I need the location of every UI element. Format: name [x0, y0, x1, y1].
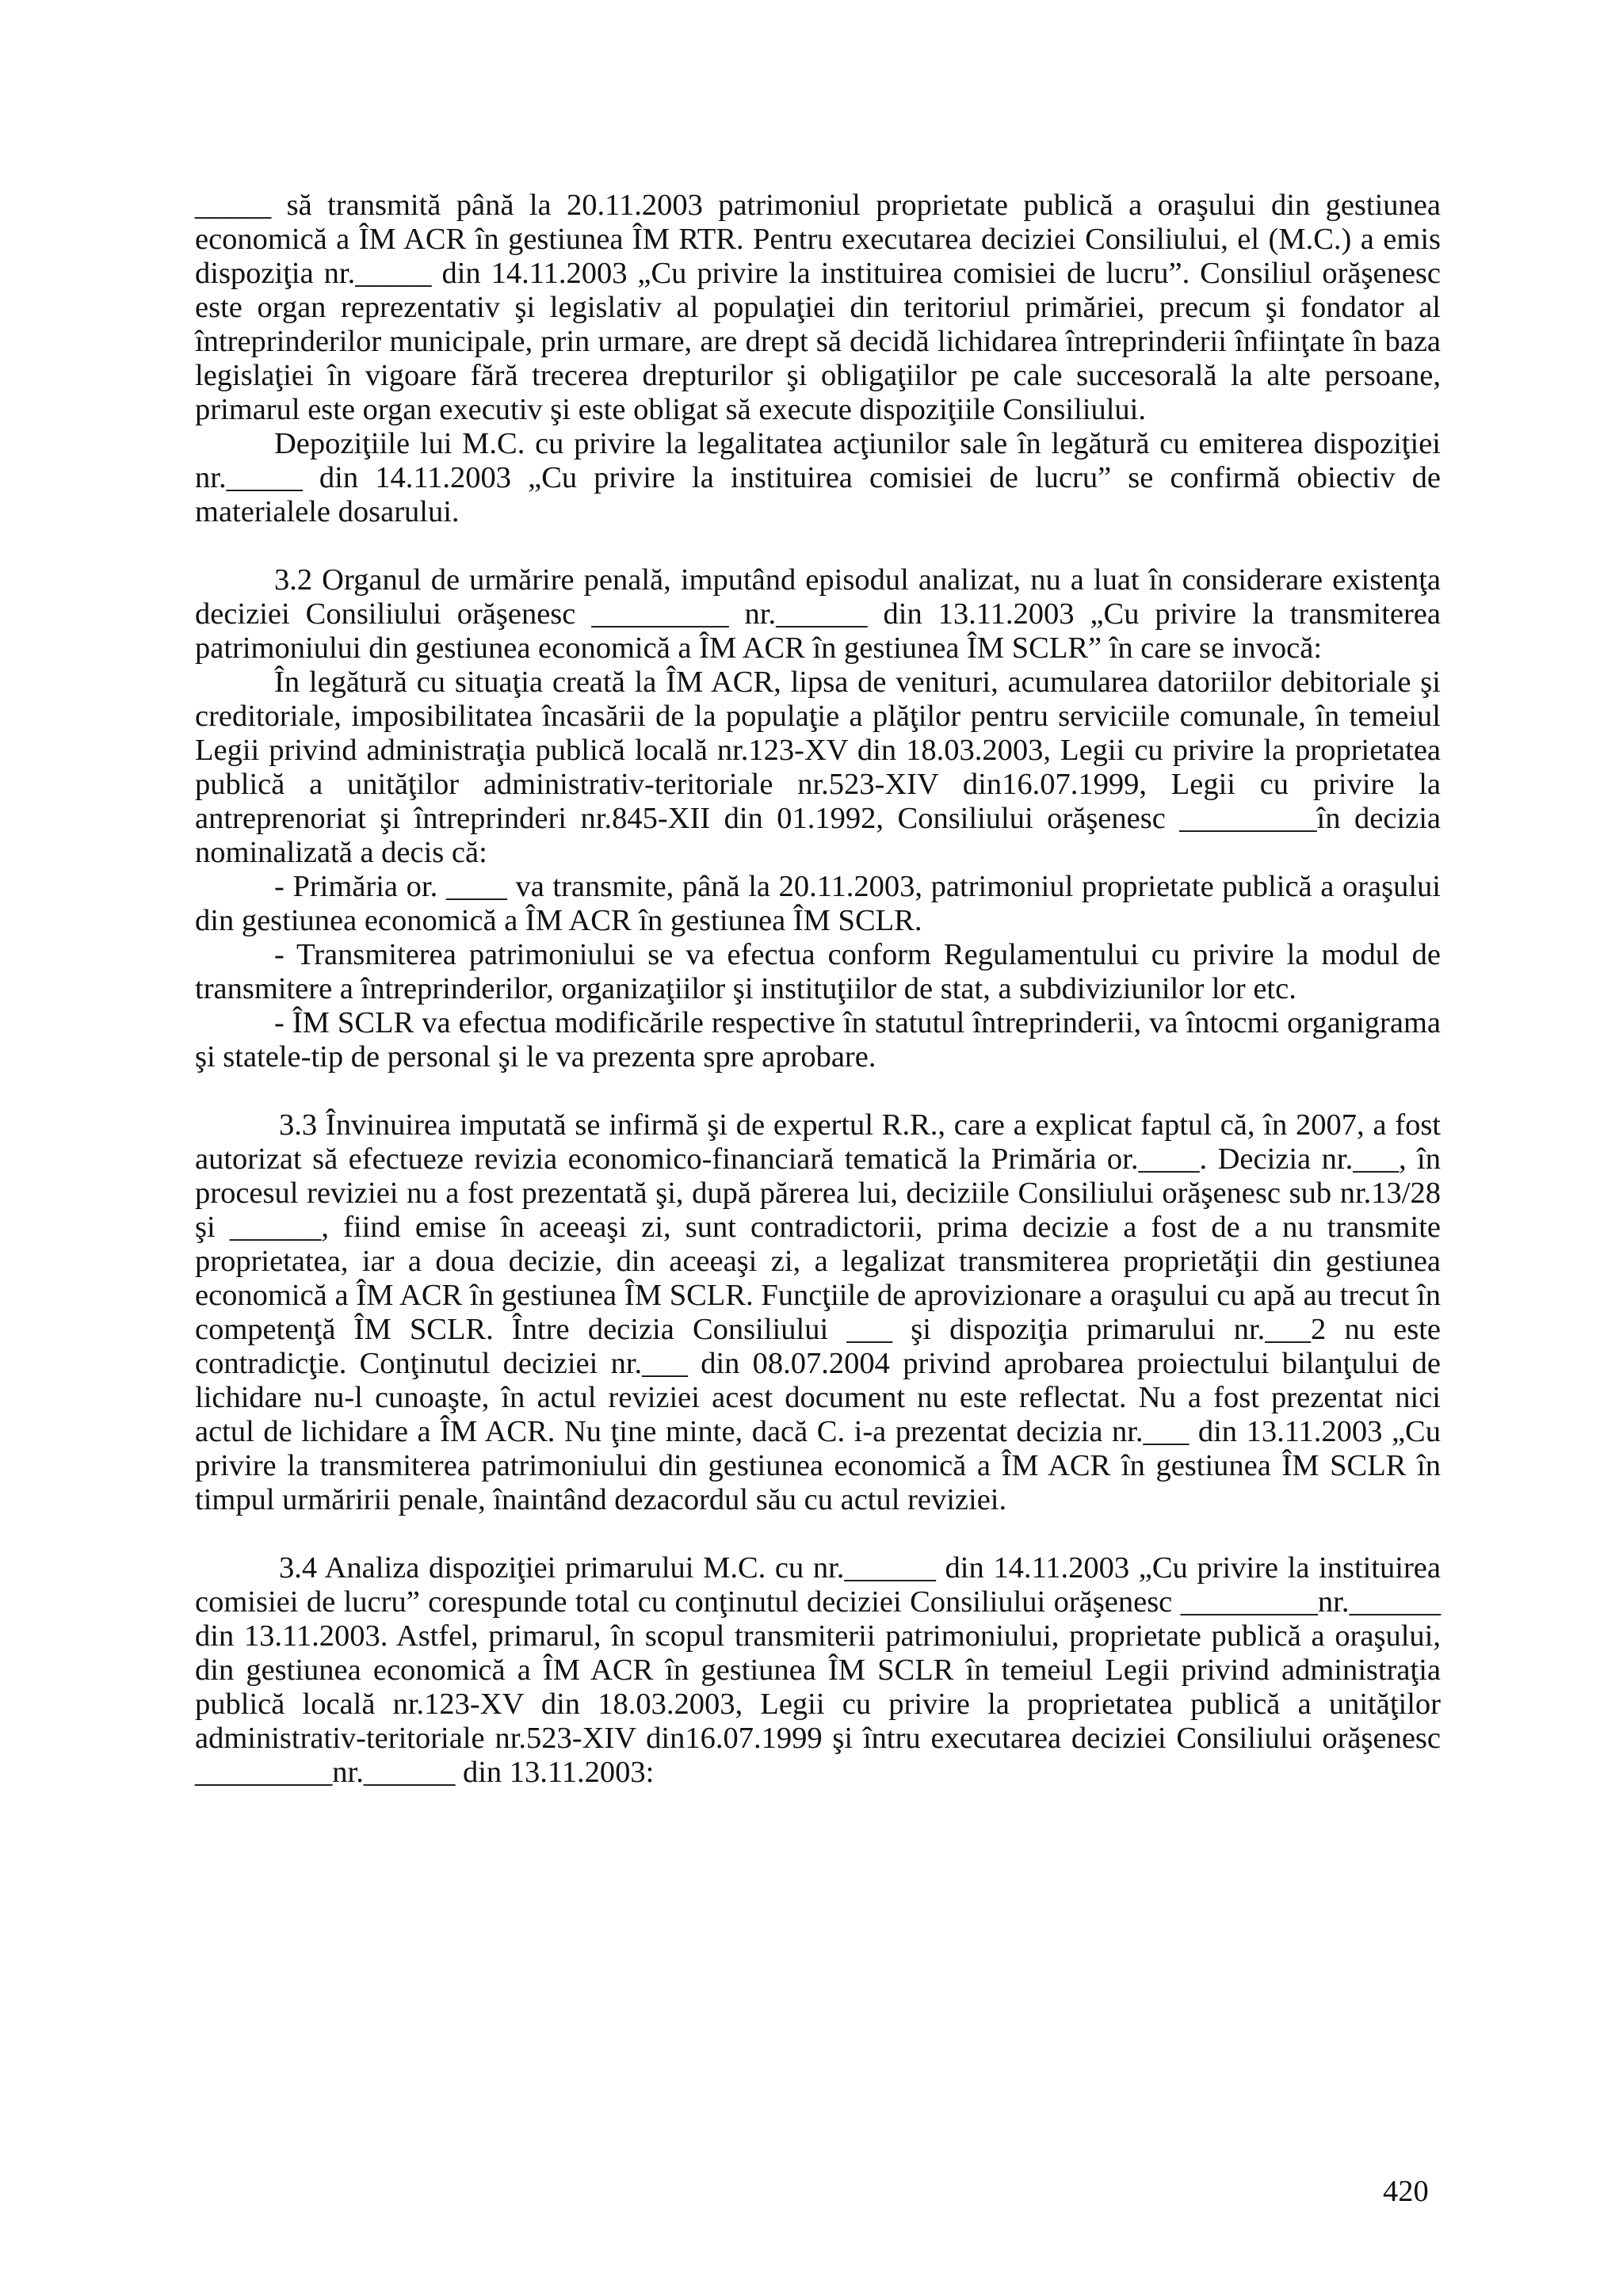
- bullet-item-3: - ÎM SCLR va efectua modificările respective în statutul întreprinderii, va întocmi organigrama şi statele-tip de personal şi le va prezenta spre aprobare.: [195, 1006, 1441, 1074]
- bullet-item-1: - Primăria or. ____ va transmite, până la 20.11.2003, patrimoniul proprietate publică a oraşului din gestiunea economică a ÎM ACR în gestiunea ÎM SCLR.: [195, 870, 1441, 937]
- document-body: [195, 189, 1441, 1790]
- paragraph-3-2: 3.2 Organul de urmărire penală, imputând episodul analizat, nu a luat în considerare existenţa deciziei Consiliului orăşenesc _________ nr.______ din 13.11.2003 „Cu privire la transmiterea patrimoniului din gestiunea economică a ÎM ACR în gestiunea ÎM SCLR” în care se invocă:: [195, 563, 1441, 665]
- paragraph-1: _____ să transmită până la 20.11.2003 patrimoniul proprietate publică a oraşului din gestiunea economică a ÎM ACR în gestiunea ÎM RTR. Pentru executarea deciziei Consiliului, el (M.C.) a emis dispoziţia nr._____ din 14.11.2003 „Cu privire la instituirea comisiei de lucru”. Consiliul orăşenesc este organ reprezentativ şi legislativ al populaţiei din teritoriul primăriei, precum şi fondator al întreprinderilor municipale, prin urmare, are drept să decidă lichidarea întreprinderii înfiinţate în baza legislaţiei în vigoare fără trecerea drepturilor şi obligaţiilor pe cale succesorală la alte persoane, primarul este organ executiv şi este obligat să execute dispoziţiile Consiliului.: [195, 189, 1441, 426]
- paragraph-gap: [195, 529, 1441, 563]
- paragraph-2: Depoziţiile lui M.C. cu privire la legalitatea acţiunilor sale în legătură cu emiterea dispoziţiei nr._____ din 14.11.2003 „Cu privire la instituirea comisiei de lucru” se confirmă obiectiv de materialele dosarului.: [195, 427, 1441, 528]
- page-number: 420: [1383, 2175, 1429, 2208]
- paragraph-3-3: 3.3 Învinuirea imputată se infirmă şi de expertul R.R., care a explicat faptul că, în 2007, a fost autorizat să efectueze revizia economico-financiară tematică la Primăria or.____. Decizia nr.___, în procesul reviziei nu a fost prezentată şi, după părerea lui, deciziile Consiliului orăşenesc sub nr.13/28 şi ______, fiind emise în aceeaşi zi, sunt contradictorii, prima decizie a fost de a nu transmite proprietatea, iar a doua decizie, din aceeaşi zi, a legalizat transmiterea proprietăţii din gestiunea economică a ÎM ACR în gestiunea ÎM SCLR. Funcţiile de aprovizionare a oraşului cu apă au trecut în competenţă ÎM SCLR. Între decizia Consiliului ___ şi dispoziţia primarului nr.___2 nu este contradicţie. Conţinutul deciziei nr.___ din 08.07.2004 privind aprobarea proiectului bilanţului de lichidare nu-l cunoaşte, în actul reviziei acest document nu este reflectat. Nu a fost prezentat nici actul de lichidare a ÎM ACR. Nu ţine minte, dacă C. i-a prezentat decizia nr.___ din 13.11.2003 „Cu privire la transmiterea patrimoniului din gestiunea economică a ÎM ACR în gestiunea ÎM SCLR în timpul urmăririi penale, înaintând dezacordul său cu actul reviziei.: [195, 1108, 1441, 1516]
- paragraph-3-4: 3.4 Analiza dispoziţiei primarului M.C. cu nr.______ din 14.11.2003 „Cu privire la instituirea comisiei de lucru” corespunde total cu conţinutul deciziei Consiliului orăşenesc _________nr.______ din 13.11.2003. Astfel, primarul, în scopul transmiterii patrimoniului, proprietate publică a oraşului, din gestiunea economică a ÎM ACR în gestiunea ÎM SCLR în temeiul Legii privind administraţia publică locală nr.123-XV din 18.03.2003, Legii cu privire la proprietatea publică a unităţilor administrativ-teritoriale nr.523-XIV din16.07.1999 şi întru executarea deciziei Consiliului orăşenesc _________nr.______ din 13.11.2003:: [195, 1551, 1441, 1789]
- paragraph-4: În legătură cu situaţia creată la ÎM ACR, lipsa de venituri, acumularea datoriilor debitoriale şi creditoriale, imposibilitatea încasării de la populaţie a plăţilor pentru serviciile comunale, în temeiul Legii privind administraţia publică locală nr.123-XV din 18.03.2003, Legii cu privire la proprietatea publică a unităţilor administrativ-teritoriale nr.523-XIV din16.07.1999, Legii cu privire la antreprenoriat şi întreprinderi nr.845-XII din 01.1992, Consiliului orăşenesc _________în decizia nominalizată a decis că:: [195, 666, 1441, 869]
- paragraph-gap: [195, 1074, 1441, 1108]
- bullet-item-2: - Transmiterea patrimoniului se va efectua conform Regulamentului cu privire la modul de transmitere a întreprinderilor, organizaţiilor şi instituţiilor de stat, a subdiviziunilor lor etc.: [195, 938, 1441, 1005]
- paragraph-gap: [195, 1517, 1441, 1551]
